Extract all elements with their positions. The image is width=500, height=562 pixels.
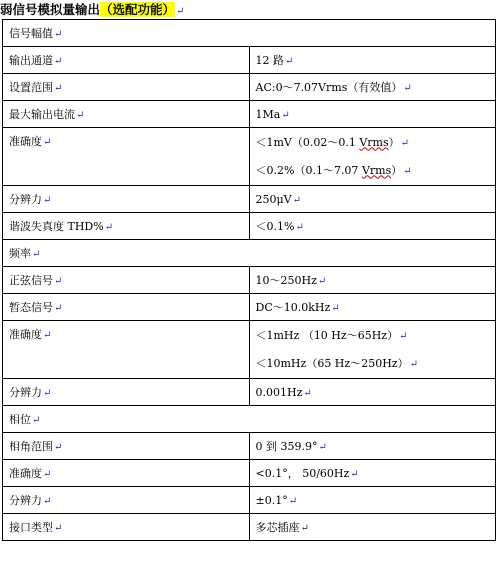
row-label: 分辨力↵ — [3, 379, 250, 406]
row-label: 准确度↵ — [3, 460, 250, 487]
row-value: 12 路↵ — [249, 47, 496, 74]
section-header: 信号幅值↵ — [3, 20, 496, 47]
row-label: 设置范围↵ — [3, 74, 250, 101]
row-value: 250μV↵ — [249, 186, 496, 213]
row-value: 10～250Hz↵ — [249, 267, 496, 294]
row-label: 准确度↵ — [3, 321, 250, 379]
table-row — [3, 321, 496, 379]
accuracy-line-2: ＜10mHz（65 Hz～250Hz）↵ — [255, 356, 418, 370]
row-value — [249, 128, 496, 186]
table-row — [3, 213, 496, 240]
row-value: ±0.1°↵ — [249, 487, 496, 514]
table-row — [3, 294, 496, 321]
row-label: 相角范围↵ — [3, 433, 250, 460]
row-label: 输出通道↵ — [3, 47, 250, 74]
table-row — [3, 460, 496, 487]
row-value: 多芯插座↵ — [249, 514, 496, 541]
title-highlight: （选配功能） — [100, 2, 176, 17]
section-header: 相位↵ — [3, 406, 496, 433]
table-row — [3, 514, 496, 541]
table-row — [3, 74, 496, 101]
table-row — [3, 267, 496, 294]
row-label: 准确度↵ — [3, 128, 250, 186]
row-value: 0.001Hz↵ — [249, 379, 496, 406]
table-row — [3, 128, 496, 186]
row-value: 0 到 359.9°↵ — [249, 433, 496, 460]
accuracy-line-1: ＜1mHz （10 Hz～65Hz）↵ — [255, 328, 408, 342]
row-label: 接口类型↵ — [3, 514, 250, 541]
accuracy-line-2: ＜0.2%（0.1～7.07 Vrms）↵ — [255, 163, 412, 177]
document-title — [0, 0, 184, 19]
row-value: 1Ma↵ — [249, 101, 496, 128]
row-value: ＜0.1%↵ — [249, 213, 496, 240]
row-label: 分辨力↵ — [3, 186, 250, 213]
row-value: AC:0～7.07Vrms（有效值）↵ — [249, 74, 496, 101]
row-value: DC～10.0kHz↵ — [249, 294, 496, 321]
row-value: <0.1°， 50/60Hz↵ — [249, 460, 496, 487]
section-row-frequency — [3, 240, 496, 267]
table-row — [3, 101, 496, 128]
accuracy-line-1: ＜1mV（0.02～0.1 Vrms）↵ — [255, 135, 410, 149]
section-header: 频率↵ — [3, 240, 496, 267]
row-label: 分辨力↵ — [3, 487, 250, 514]
row-label: 正弦信号↵ — [3, 267, 250, 294]
section-row-signal-amplitude — [3, 20, 496, 47]
row-value — [249, 321, 496, 379]
table-row — [3, 433, 496, 460]
section-row-phase — [3, 406, 496, 433]
paragraph-mark: ↵ — [176, 6, 185, 17]
spec-table — [2, 19, 496, 541]
row-label: 暂态信号↵ — [3, 294, 250, 321]
table-row — [3, 186, 496, 213]
table-row — [3, 379, 496, 406]
title-main: 弱信号模拟量输出 — [0, 2, 101, 17]
row-label: 最大输出电流↵ — [3, 101, 250, 128]
row-label: 谐波失真度 THD%↵ — [3, 213, 250, 240]
table-row — [3, 487, 496, 514]
table-row — [3, 47, 496, 74]
